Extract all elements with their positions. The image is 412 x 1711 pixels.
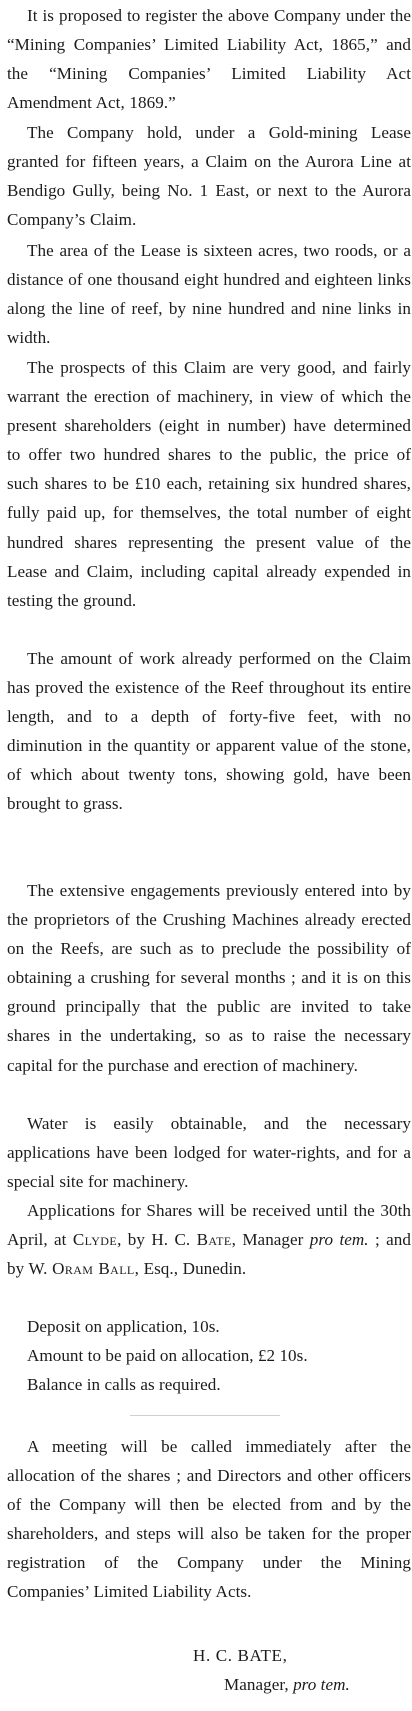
signature-title-prefix: Manager, [224, 1675, 294, 1694]
signature-name: H. C. BATE, [193, 1646, 288, 1665]
intro-paragraph: It is proposed to register the above Company under the “Mining Companies’ Limited Liability Act, 1865,” and the “Mining Companies’ Limited Liability Act Amendment Act, 1869.” [7, 6, 411, 113]
applications-text-2: , by H. C. [117, 1230, 197, 1250]
applications-place: Clyde [72, 1230, 118, 1250]
water-rights-paragraph: Water is easily obtainable, and the necessary applications have been lodged for water-rights, and for a special site for machinery. [7, 1114, 411, 1192]
allocation-line: Amount to be paid on allocation, £2 10s. [27, 1346, 308, 1365]
lease-paragraph: The Company hold, under a Gold-mining Lease granted for fifteen years, a Claim on the Aurora Line at Bendigo Gully, being No. 1 East, or next to the Aurora Company’s Claim. [7, 123, 411, 230]
applications-manager-surname: Bate [196, 1230, 232, 1250]
area-paragraph: The area of the Lease is sixteen acres, two roods, or a distance of one thousand eight hundred and eighteen links along the line of reef, by nine hundred and nine links in width. [7, 241, 411, 348]
meeting-paragraph: A meeting will be called immediately after the allocation of the shares ; and Directors and other officers of the Company will then be elected from and by the shareholders, and steps will also be taken for the proper registration of the Company under the Mining Companies’ Limited Liability Acts. [7, 1437, 411, 1602]
applications-text-1: Applications for Shares will be received until the 30th April, at [7, 1201, 411, 1250]
section-divider [130, 1415, 280, 1416]
signature-title-italic: pro tem. [293, 1675, 350, 1694]
applications-text-3: , Manager [231, 1230, 310, 1250]
prospects-paragraph: The prospects of this Claim are very good, and fairly warrant the erection of machinery, in view of which the present shareholders (eight in number) have determined to offer two hundred shares to the public, the price of such shares to be £10 each, retaining six hundred shares, fully paid up, for themselves, the total number of eight hundred shares representing the present value of the Lease and Claim, including capital already expended in testing the ground. [7, 358, 411, 610]
applications-text-4: ; and by W. [7, 1230, 411, 1279]
balance-line: Balance in calls as required. [27, 1375, 221, 1394]
crushing-engagements-paragraph: The extensive engagements previously entered into by the proprietors of the Crushing Machines already erected on the Reefs, are such as to preclude the possibility of obtaining a crushing for several months ; and it is on this ground principally that the public are invited to take shares in the undertaking, so as to raise the necessary capital for the purchase and erection of machinery. [7, 881, 411, 1075]
work-performed-paragraph: The amount of work already performed on the Claim has proved the existence of the Reef throughout its entire length, and to a depth of forty-five feet, with no diminution in the quantity or apparent value of the stone, of which about twenty tons, showing gold, have been brought to grass. [7, 649, 411, 814]
applications-paragraph [7, 1196, 411, 1283]
signature-title [224, 1670, 350, 1699]
applications-text-5: , Esq., Dunedin. [134, 1259, 247, 1279]
applications-pro-tem: pro tem. [309, 1230, 369, 1250]
applications-agent-name: Oram Ball [52, 1259, 135, 1279]
deposit-line: Deposit on application, 10s. [27, 1317, 220, 1336]
